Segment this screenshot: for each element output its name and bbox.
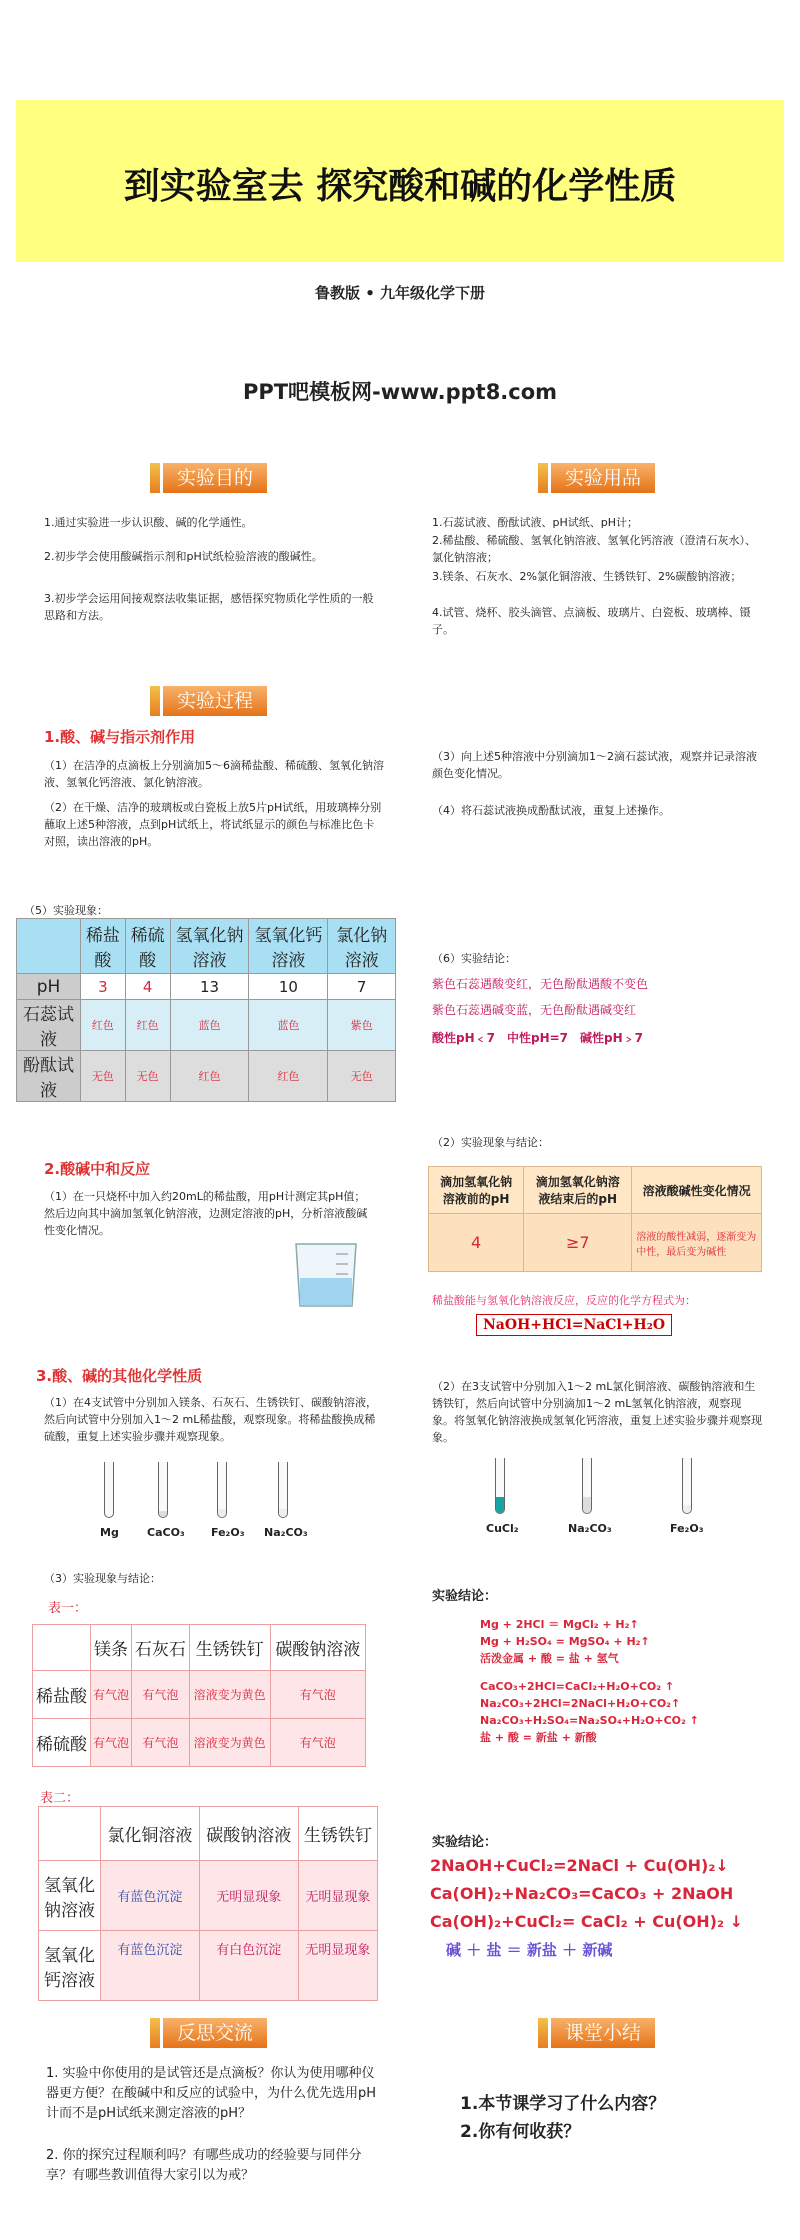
table-cell: 有气泡: [132, 1719, 190, 1767]
table-cell: 紫色: [328, 1000, 396, 1051]
table-header: [33, 1625, 91, 1671]
table-header: [17, 919, 81, 974]
table-header: 滴加氢氧化钠溶液结束后的pH: [524, 1167, 632, 1214]
section-heading: 1.酸、碱与指示剂作用: [44, 728, 196, 746]
step-text: （3）向上述5种溶液中分别滴加1～2滴石蕊试液，观察并记录溶液颜色变化情况。: [432, 750, 757, 780]
obs-label: （3）实验现象与结论：: [44, 1572, 161, 1585]
supplies-item: 2.稀盐酸、稀硫酸、氢氧化钠溶液、氢氧化钙溶液（澄清石灰水）、氯化钠溶液；: [432, 534, 756, 564]
subtitle: 鲁教版 • 九年级化学下册: [314, 284, 486, 302]
site-watermark: PPT吧模板网-www.ppt8.com: [242, 380, 558, 404]
test-tube: [158, 1462, 168, 1518]
row-label: 酚酞试液: [17, 1051, 81, 1102]
neutralization-table: [428, 1166, 762, 1272]
equation: Na₂CO₃+H₂SO₄=Na₂SO₄+H₂O+CO₂ ↑: [480, 1714, 699, 1727]
tube-label: Fe₂O₃: [211, 1526, 245, 1539]
row-label: 氢氧化钠溶液: [39, 1861, 101, 1931]
table-header: 稀盐酸: [81, 919, 126, 974]
step-text: （1）在4支试管中分别加入镁条、石灰石、生锈铁钉、碳酸钠溶液，然后向试管中分别加入1～2 mL稀盐酸，观察现象。将稀盐酸换成稀硫酸，重复上述实验步骤并观察现象。: [44, 1396, 377, 1443]
test-tube: [104, 1462, 114, 1518]
table-cell: 10: [249, 974, 328, 1000]
table-header: 碳酸钠溶液: [199, 1807, 298, 1861]
step-text: （1）在洁净的点滴板上分别滴加5～6滴稀盐酸、稀硫酸、氢氧化钠溶液、氢氧化钙溶液、氯化钠溶液。: [44, 759, 384, 789]
reflect-item: 1. 实验中你使用的是试管还是点滴板？你认为使用哪种仪器更方便？在酸碱中和反应的试验中，为什么优先选用pH计而不是pH试纸来测定溶液的pH？: [46, 2066, 377, 2121]
supplies-item: 4.试管、烧杯、胶头滴管、点滴板、玻璃片、白瓷板、玻璃棒、镊子。: [432, 606, 751, 636]
equation: 盐 + 酸 = 新盐 + 新酸: [480, 1731, 597, 1744]
purpose-item: 2.初步学会使用酸碱指示剂和pH试纸检验溶液的酸碱性。: [44, 550, 323, 563]
tube-label: Na₂CO₃: [568, 1522, 612, 1535]
test-tube: [582, 1458, 592, 1514]
test-tube: [278, 1462, 288, 1518]
equation: Ca(OH)₂+CuCl₂= CaCl₂ + Cu(OH)₂ ↓: [430, 1912, 743, 1931]
reflect-item: 2. 你的探究过程顺利吗？有哪些成功的经验要与同伴分享？有哪些教训值得大家引以为戒？: [46, 2148, 362, 2183]
table-cell: ≥7: [524, 1214, 632, 1272]
test-tube: [495, 1458, 505, 1514]
equation-note: 稀盐酸能与氢氧化钠溶液反应，反应的化学方程式为：: [432, 1294, 696, 1307]
badge-supplies: 实验用品: [538, 463, 655, 493]
table-cell: 有蓝色沉淀: [101, 1861, 200, 1931]
table-cell: 13: [170, 974, 249, 1000]
table-header: 稀硫酸: [125, 919, 170, 974]
table-cell: 红色: [249, 1051, 328, 1102]
equation: Mg + 2HCl ＝ MgCl₂ + H₂↑: [480, 1618, 639, 1631]
tube-label: Mg: [100, 1526, 119, 1539]
table-cell: 无明显现象: [199, 1861, 298, 1931]
step-text: （4）将石蕊试液换成酚酞试液，重复上述操作。: [432, 804, 670, 817]
step-text: （2）在干燥、洁净的玻璃板或白瓷板上放5片pH试纸，用玻璃棒分别蘸取上述5种溶液，点到pH试纸上，将试纸显示的颜色与标准比色卡对照，读出溶液的pH。: [44, 801, 382, 848]
tube-label: Fe₂O₃: [670, 1522, 704, 1535]
table-header: 生锈铁钉: [189, 1625, 270, 1671]
table-cell: 无明显现象: [298, 1861, 377, 1931]
table-cell: 3: [81, 974, 126, 1000]
table-header: 镁条: [91, 1625, 132, 1671]
table-cell: 有气泡: [91, 1719, 132, 1767]
table-cell: 有气泡: [91, 1671, 132, 1719]
supplies-item: 1.石蕊试液、酚酞试液、pH试纸、pH计；: [432, 516, 639, 529]
row-label: 石蕊试液: [17, 1000, 81, 1051]
table-cell: 有气泡: [132, 1671, 190, 1719]
table-cell: 有气泡: [270, 1671, 365, 1719]
row-label: pH: [17, 974, 81, 1000]
table-cell: 无色: [81, 1051, 126, 1102]
table-cell: 蓝色: [249, 1000, 328, 1051]
conclusion-line: 紫色石蕊遇碱变蓝，无色酚酞遇碱变红: [432, 1003, 637, 1017]
concl-label: （6）实验结论：: [432, 952, 516, 965]
table-header: 氢氧化钠溶液: [170, 919, 249, 974]
purpose-item: 3.初步学会运用间接观察法收集证据，感悟探究物质化学性质的一般思路和方法。: [44, 592, 374, 622]
table-cell: 无明显现象: [298, 1931, 377, 2001]
table-header: [39, 1807, 101, 1861]
table-cell: 红色: [125, 1000, 170, 1051]
indicator-table: [16, 918, 396, 1102]
table-header: 碳酸钠溶液: [270, 1625, 365, 1671]
neutralization-equation: NaOH+HCl=NaCl+H₂O: [476, 1314, 672, 1336]
table-header: 生锈铁钉: [298, 1807, 377, 1861]
concl-label: 实验结论：: [432, 1589, 498, 1604]
tube-label: CaCO₃: [147, 1526, 185, 1539]
badge-reflect: 反思交流: [150, 2018, 267, 2048]
summary-item: 2.你有何收获？: [460, 2122, 581, 2142]
equation: 2NaOH+CuCl₂=2NaCl + Cu(OH)₂↓: [430, 1856, 729, 1875]
table-header: 氯化钠溶液: [328, 919, 396, 974]
table-cell: 无色: [125, 1051, 170, 1102]
table-header: 氢氧化钙溶液: [249, 919, 328, 974]
test-tube: [682, 1458, 692, 1514]
page-title: 到实验室去 探究酸和碱的化学性质: [123, 166, 677, 207]
purpose-item: 1.通过实验进一步认识酸、碱的化学通性。: [44, 516, 253, 529]
table-header: 溶液酸碱性变化情况: [632, 1167, 762, 1214]
conclusion-line: 紫色石蕊遇酸变红，无色酚酞遇酸不变色: [432, 977, 649, 991]
summary-item: 1.本节课学习了什么内容？: [460, 2094, 666, 2114]
equation: 活泼金属 + 酸 = 盐 + 氢气: [480, 1652, 619, 1665]
row-label: 稀盐酸: [33, 1671, 91, 1719]
obs-label: （5）实验现象：: [24, 904, 108, 917]
badge-summary: 课堂小结: [538, 2018, 655, 2048]
tube-label: CuCl₂: [486, 1522, 519, 1535]
supplies-item: 3.镁条、石灰水、2%氯化铜溶液、生锈铁钉、2%碳酸钠溶液；: [432, 570, 742, 583]
equation: CaCO₃+2HCl=CaCl₂+H₂O+CO₂ ↑: [480, 1680, 675, 1693]
conclusion-line: 酸性pH﹤7 中性pH=7 碱性pH﹥7: [432, 1031, 644, 1045]
section-heading: 2.酸碱中和反应: [44, 1160, 151, 1178]
step-text: （2）在3支试管中分别加入1～2 mL氯化铜溶液、碳酸钠溶液和生锈铁钉，然后向试管中分别滴加1～2 mL氢氧化钠溶液，观察现象。将氢氧化钠溶液换成氢氧化钙溶液，重复上述实验步骤并观察现象。: [432, 1380, 762, 1444]
table-cell: 溶液变为黄色: [189, 1719, 270, 1767]
beaker-icon: [290, 1240, 362, 1310]
equation: Mg + H₂SO₄ = MgSO₄ + H₂↑: [480, 1635, 650, 1648]
step-text: （1）在一只烧杯中加入约20mL的稀盐酸，用pH计测定其pH值；然后边向其中滴加氢氧化钠溶液，边测定溶液的pH，分析溶液酸碱性变化情况。: [44, 1190, 368, 1237]
table-cell: 无色: [328, 1051, 396, 1102]
table-label: 表二：: [40, 1791, 80, 1806]
table-cell: 7: [328, 974, 396, 1000]
table-header: 滴加氢氧化钠溶液前的pH: [429, 1167, 524, 1214]
equation: Na₂CO₃+2HCl=2NaCl+H₂O+CO₂↑: [480, 1697, 681, 1710]
row-label: 氢氧化钙溶液: [39, 1931, 101, 2001]
row-label: 稀硫酸: [33, 1719, 91, 1767]
base-table: [38, 1806, 378, 2001]
badge-process: 实验过程: [150, 686, 267, 716]
table-cell: 蓝色: [170, 1000, 249, 1051]
table-cell: 有白色沉淀: [199, 1931, 298, 2001]
table-cell: 4: [429, 1214, 524, 1272]
table-header: 石灰石: [132, 1625, 190, 1671]
test-tube: [217, 1462, 227, 1518]
table-cell: 红色: [81, 1000, 126, 1051]
concl-label: 实验结论：: [432, 1835, 498, 1850]
tube-label: Na₂CO₃: [264, 1526, 308, 1539]
table-label: 表一：: [48, 1601, 88, 1616]
equation: 碱 ＋ 盐 ＝ 新盐 ＋ 新碱: [446, 1941, 613, 1959]
table-cell: 有气泡: [270, 1719, 365, 1767]
table-cell: 溶液的酸性减弱，逐渐变为中性，最后变为碱性: [632, 1214, 762, 1272]
equation: Ca(OH)₂+Na₂CO₃=CaCO₃ + 2NaOH: [430, 1884, 734, 1903]
table-cell: 有蓝色沉淀: [101, 1931, 200, 2001]
table-cell: 4: [125, 974, 170, 1000]
badge-purpose: 实验目的: [150, 463, 267, 493]
table-header: 氯化铜溶液: [101, 1807, 200, 1861]
acid-table: [32, 1624, 366, 1767]
table-cell: 溶液变为黄色: [189, 1671, 270, 1719]
table-cell: 红色: [170, 1051, 249, 1102]
obs-label: （2）实验现象与结论：: [432, 1136, 549, 1149]
section-heading: 3.酸、碱的其他化学性质: [36, 1367, 203, 1385]
